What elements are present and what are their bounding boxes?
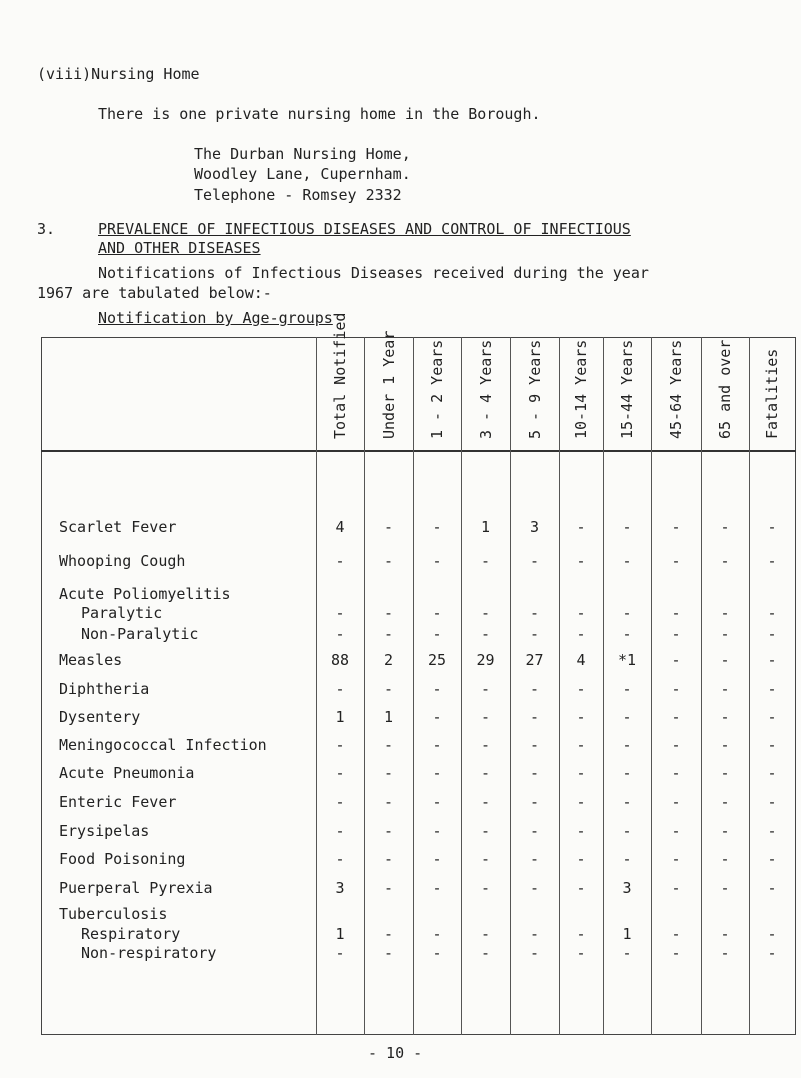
- column-header-label: Total Notified: [331, 312, 349, 439]
- table-cell: -: [720, 793, 730, 811]
- table-title: Notification by Age-groups: [98, 309, 333, 327]
- table-cell: -: [529, 879, 540, 897]
- address-line-1: The Durban Nursing Home,: [194, 145, 411, 163]
- row-label: Acute Poliomyelitis: [59, 585, 231, 603]
- table-cell: -: [383, 793, 394, 811]
- column-header-label: 5 - 9 Years: [525, 339, 544, 439]
- table-cell: -: [335, 552, 345, 570]
- table-cell: -: [383, 625, 394, 643]
- column-header-label: 15-44 Years: [618, 339, 636, 439]
- table-cell: -: [480, 879, 491, 897]
- column-header: [603, 339, 651, 457]
- table-cell: -: [335, 680, 345, 698]
- table-cell: -: [671, 625, 681, 643]
- table-cell: -: [767, 518, 777, 536]
- table-cell: -: [622, 518, 632, 536]
- table-cell: -: [432, 944, 442, 962]
- table-cell: -: [335, 822, 345, 840]
- table-cell: -: [576, 625, 586, 643]
- table-cell: -: [529, 736, 540, 754]
- table-cell: -: [671, 793, 681, 811]
- table-cell: -: [383, 552, 394, 570]
- table-cell: -: [335, 850, 345, 868]
- table-cell: 1: [383, 708, 394, 726]
- table-cell: -: [576, 944, 586, 962]
- table-cell: -: [529, 944, 540, 962]
- column-header-label: 3 - 4 Years: [476, 339, 495, 439]
- table-cell: 1: [480, 518, 491, 536]
- table-cell: 4: [335, 518, 345, 536]
- table-cell: -: [720, 879, 730, 897]
- table-cell: -: [767, 764, 777, 782]
- table-cell: -: [576, 793, 586, 811]
- table-cell: -: [383, 925, 394, 943]
- row-label: Dysentery: [59, 708, 141, 726]
- table-cell: -: [622, 850, 632, 868]
- row-label: Tuberculosis: [59, 905, 168, 923]
- table-cell: -: [720, 518, 730, 536]
- table-cell: -: [720, 850, 730, 868]
- table-cell: -: [529, 850, 540, 868]
- table-cell: -: [529, 625, 540, 643]
- table-cell: -: [767, 944, 777, 962]
- address-line-2: Woodley Lane, Cupernham.: [194, 165, 411, 183]
- table-cell: -: [720, 764, 730, 782]
- table-cell: -: [622, 708, 632, 726]
- table-cell: -: [480, 552, 491, 570]
- table-cell: -: [576, 708, 586, 726]
- table-cell: -: [480, 822, 491, 840]
- table-cell: -: [432, 625, 442, 643]
- table-cell: -: [767, 708, 777, 726]
- table-cell: -: [529, 764, 540, 782]
- column-header: [701, 339, 749, 457]
- table-cell: -: [480, 625, 491, 643]
- table-cell: -: [671, 518, 681, 536]
- table-cell: -: [480, 736, 491, 754]
- table-cell: -: [383, 850, 394, 868]
- table-cell: -: [335, 764, 345, 782]
- table-cell: -: [767, 822, 777, 840]
- table-cell: -: [432, 680, 442, 698]
- table-cell: -: [383, 680, 394, 698]
- table-cell: 27: [525, 651, 544, 669]
- notif-text-line-2: 1967 are tabulated below:-: [37, 284, 272, 302]
- table-cell: -: [432, 518, 442, 536]
- table-cell: -: [622, 764, 632, 782]
- table-cell: -: [671, 708, 681, 726]
- row-label: Diphtheria: [59, 680, 150, 698]
- row-label: Puerperal Pyrexia: [59, 879, 213, 897]
- table-cell: -: [480, 604, 491, 622]
- table-cell: 3: [335, 879, 345, 897]
- table-cell: -: [671, 879, 681, 897]
- table-cell: -: [671, 764, 681, 782]
- table-cell: -: [432, 604, 442, 622]
- table-cell: -: [671, 850, 681, 868]
- table-cell: -: [622, 604, 632, 622]
- table-cell: -: [432, 822, 442, 840]
- table-cell: -: [335, 944, 345, 962]
- table-cell: -: [767, 879, 777, 897]
- table-cell: -: [432, 552, 442, 570]
- table-cell: -: [576, 736, 586, 754]
- table-cell: -: [720, 552, 730, 570]
- table-cell: -: [720, 651, 730, 669]
- table-cell: 1: [335, 925, 345, 943]
- table-cell: -: [671, 552, 681, 570]
- table-cell: -: [767, 604, 777, 622]
- table-cell: -: [529, 793, 540, 811]
- heading-line-1: PREVALENCE OF INFECTIOUS DISEASES AND CONTROL OF INFECTIOUS: [98, 220, 631, 238]
- heading-line-2: AND OTHER DISEASES: [98, 239, 261, 257]
- table-cell: -: [383, 879, 394, 897]
- table-cell: -: [767, 625, 777, 643]
- table-cell: -: [432, 736, 442, 754]
- column-header-label: 65 and over: [716, 339, 734, 439]
- table-cell: -: [767, 850, 777, 868]
- column-header: [749, 347, 795, 457]
- address-line-3: Telephone - Romsey 2332: [194, 186, 402, 204]
- table-cell: -: [671, 925, 681, 943]
- column-header-label: Under 1 Year: [379, 330, 398, 439]
- table-cell: -: [622, 736, 632, 754]
- table-cell: 1: [335, 708, 345, 726]
- table-cell: -: [720, 680, 730, 698]
- table-cell: -: [720, 708, 730, 726]
- table-cell: -: [335, 604, 345, 622]
- table-cell: -: [383, 944, 394, 962]
- column-header: [316, 312, 364, 457]
- table-cell: 29: [476, 651, 495, 669]
- row-label: Acute Pneumonia: [59, 764, 195, 782]
- table-cell: -: [576, 850, 586, 868]
- table-cell: -: [720, 625, 730, 643]
- table-cell: -: [529, 708, 540, 726]
- table-cell: -: [432, 879, 442, 897]
- column-header: [559, 339, 603, 457]
- table-cell: -: [576, 518, 586, 536]
- table-cell: -: [529, 604, 540, 622]
- table-cell: -: [576, 764, 586, 782]
- column-header-label: 45-64 Years: [667, 339, 685, 439]
- table-cell: -: [432, 708, 442, 726]
- row-label: Scarlet Fever: [59, 518, 177, 536]
- row-label: Whooping Cough: [59, 552, 186, 570]
- table-cell: -: [529, 680, 540, 698]
- column-header: [461, 339, 510, 457]
- table-cell: -: [720, 822, 730, 840]
- table-cell: -: [767, 736, 777, 754]
- table-cell: -: [432, 850, 442, 868]
- table-cell: 25: [427, 651, 447, 669]
- table-cell: -: [720, 604, 730, 622]
- table-cell: -: [383, 736, 394, 754]
- row-label: Erysipelas: [59, 822, 150, 840]
- table-cell: -: [767, 552, 777, 570]
- table-cell: -: [622, 625, 632, 643]
- table-cell: 1: [622, 925, 632, 943]
- table-cell: -: [576, 879, 586, 897]
- table-cell: -: [480, 944, 491, 962]
- page-number: - 10 -: [368, 1044, 423, 1062]
- table-cell: -: [383, 604, 394, 622]
- table-cell: -: [335, 793, 345, 811]
- column-header: [364, 330, 413, 457]
- table-cell: -: [767, 651, 777, 669]
- table-cell: -: [671, 604, 681, 622]
- table-cell: -: [720, 944, 730, 962]
- table-cell: -: [720, 736, 730, 754]
- table-cell: -: [480, 708, 491, 726]
- column-header-label: Fatalities: [763, 348, 781, 439]
- table-cell: -: [480, 764, 491, 782]
- section-heading: (viii)Nursing Home: [37, 65, 200, 83]
- table-cell: 3: [622, 879, 632, 897]
- row-label: Paralytic: [81, 604, 163, 622]
- table-cell: 88: [330, 651, 350, 669]
- table-cell: -: [622, 822, 632, 840]
- table-cell: -: [671, 944, 681, 962]
- row-label: Non-respiratory: [81, 944, 217, 962]
- row-label: Meningococcal Infection: [59, 736, 267, 754]
- table-cell: -: [671, 822, 681, 840]
- table-cell: -: [576, 925, 586, 943]
- table-cell: -: [383, 518, 394, 536]
- table-cell: -: [480, 850, 491, 868]
- table-cell: -: [480, 925, 491, 943]
- table-cell: -: [767, 680, 777, 698]
- table-cell: -: [767, 925, 777, 943]
- table-cell: -: [529, 925, 540, 943]
- table-cell: -: [671, 680, 681, 698]
- table-cell: -: [480, 793, 491, 811]
- table-cell: -: [383, 764, 394, 782]
- table-cell: -: [480, 680, 491, 698]
- table-cell: -: [335, 625, 345, 643]
- heading-number: 3.: [37, 220, 56, 238]
- table-cell: -: [622, 944, 632, 962]
- table-cell: -: [529, 822, 540, 840]
- table-cell: -: [671, 736, 681, 754]
- table-cell: *1: [617, 651, 637, 669]
- table-cell: -: [576, 680, 586, 698]
- table-cell: -: [576, 604, 586, 622]
- column-header: [413, 339, 461, 457]
- table-cell: -: [767, 793, 777, 811]
- row-label: Measles: [59, 651, 123, 669]
- table-cell: -: [622, 793, 632, 811]
- table-cell: 2: [383, 651, 394, 669]
- table-cell: -: [671, 651, 681, 669]
- table-cell: 4: [576, 651, 586, 669]
- table-cell: -: [383, 822, 394, 840]
- table-cell: -: [576, 552, 586, 570]
- row-label: Food Poisoning: [59, 850, 186, 868]
- column-header: [651, 339, 701, 457]
- column-header: [510, 339, 559, 457]
- table-cell: -: [335, 736, 345, 754]
- table-cell: -: [432, 793, 442, 811]
- table-cell: -: [432, 925, 442, 943]
- table-cell: 3: [529, 518, 540, 536]
- intro-text: There is one private nursing home in the Borough.: [98, 105, 541, 123]
- table-cell: -: [622, 680, 632, 698]
- row-label: Enteric Fever: [59, 793, 177, 811]
- table-cell: -: [576, 822, 586, 840]
- column-header-label: 1 - 2 Years: [428, 339, 446, 439]
- row-label: Respiratory: [81, 925, 181, 943]
- table-cell: -: [529, 552, 540, 570]
- table-cell: -: [432, 764, 442, 782]
- column-header-label: 10-14 Years: [572, 339, 590, 439]
- row-label: Non-Paralytic: [81, 625, 199, 643]
- table-cell: -: [622, 552, 632, 570]
- table-cell: -: [720, 925, 730, 943]
- notif-text-line-1: Notifications of Infectious Diseases received during the year: [98, 264, 649, 282]
